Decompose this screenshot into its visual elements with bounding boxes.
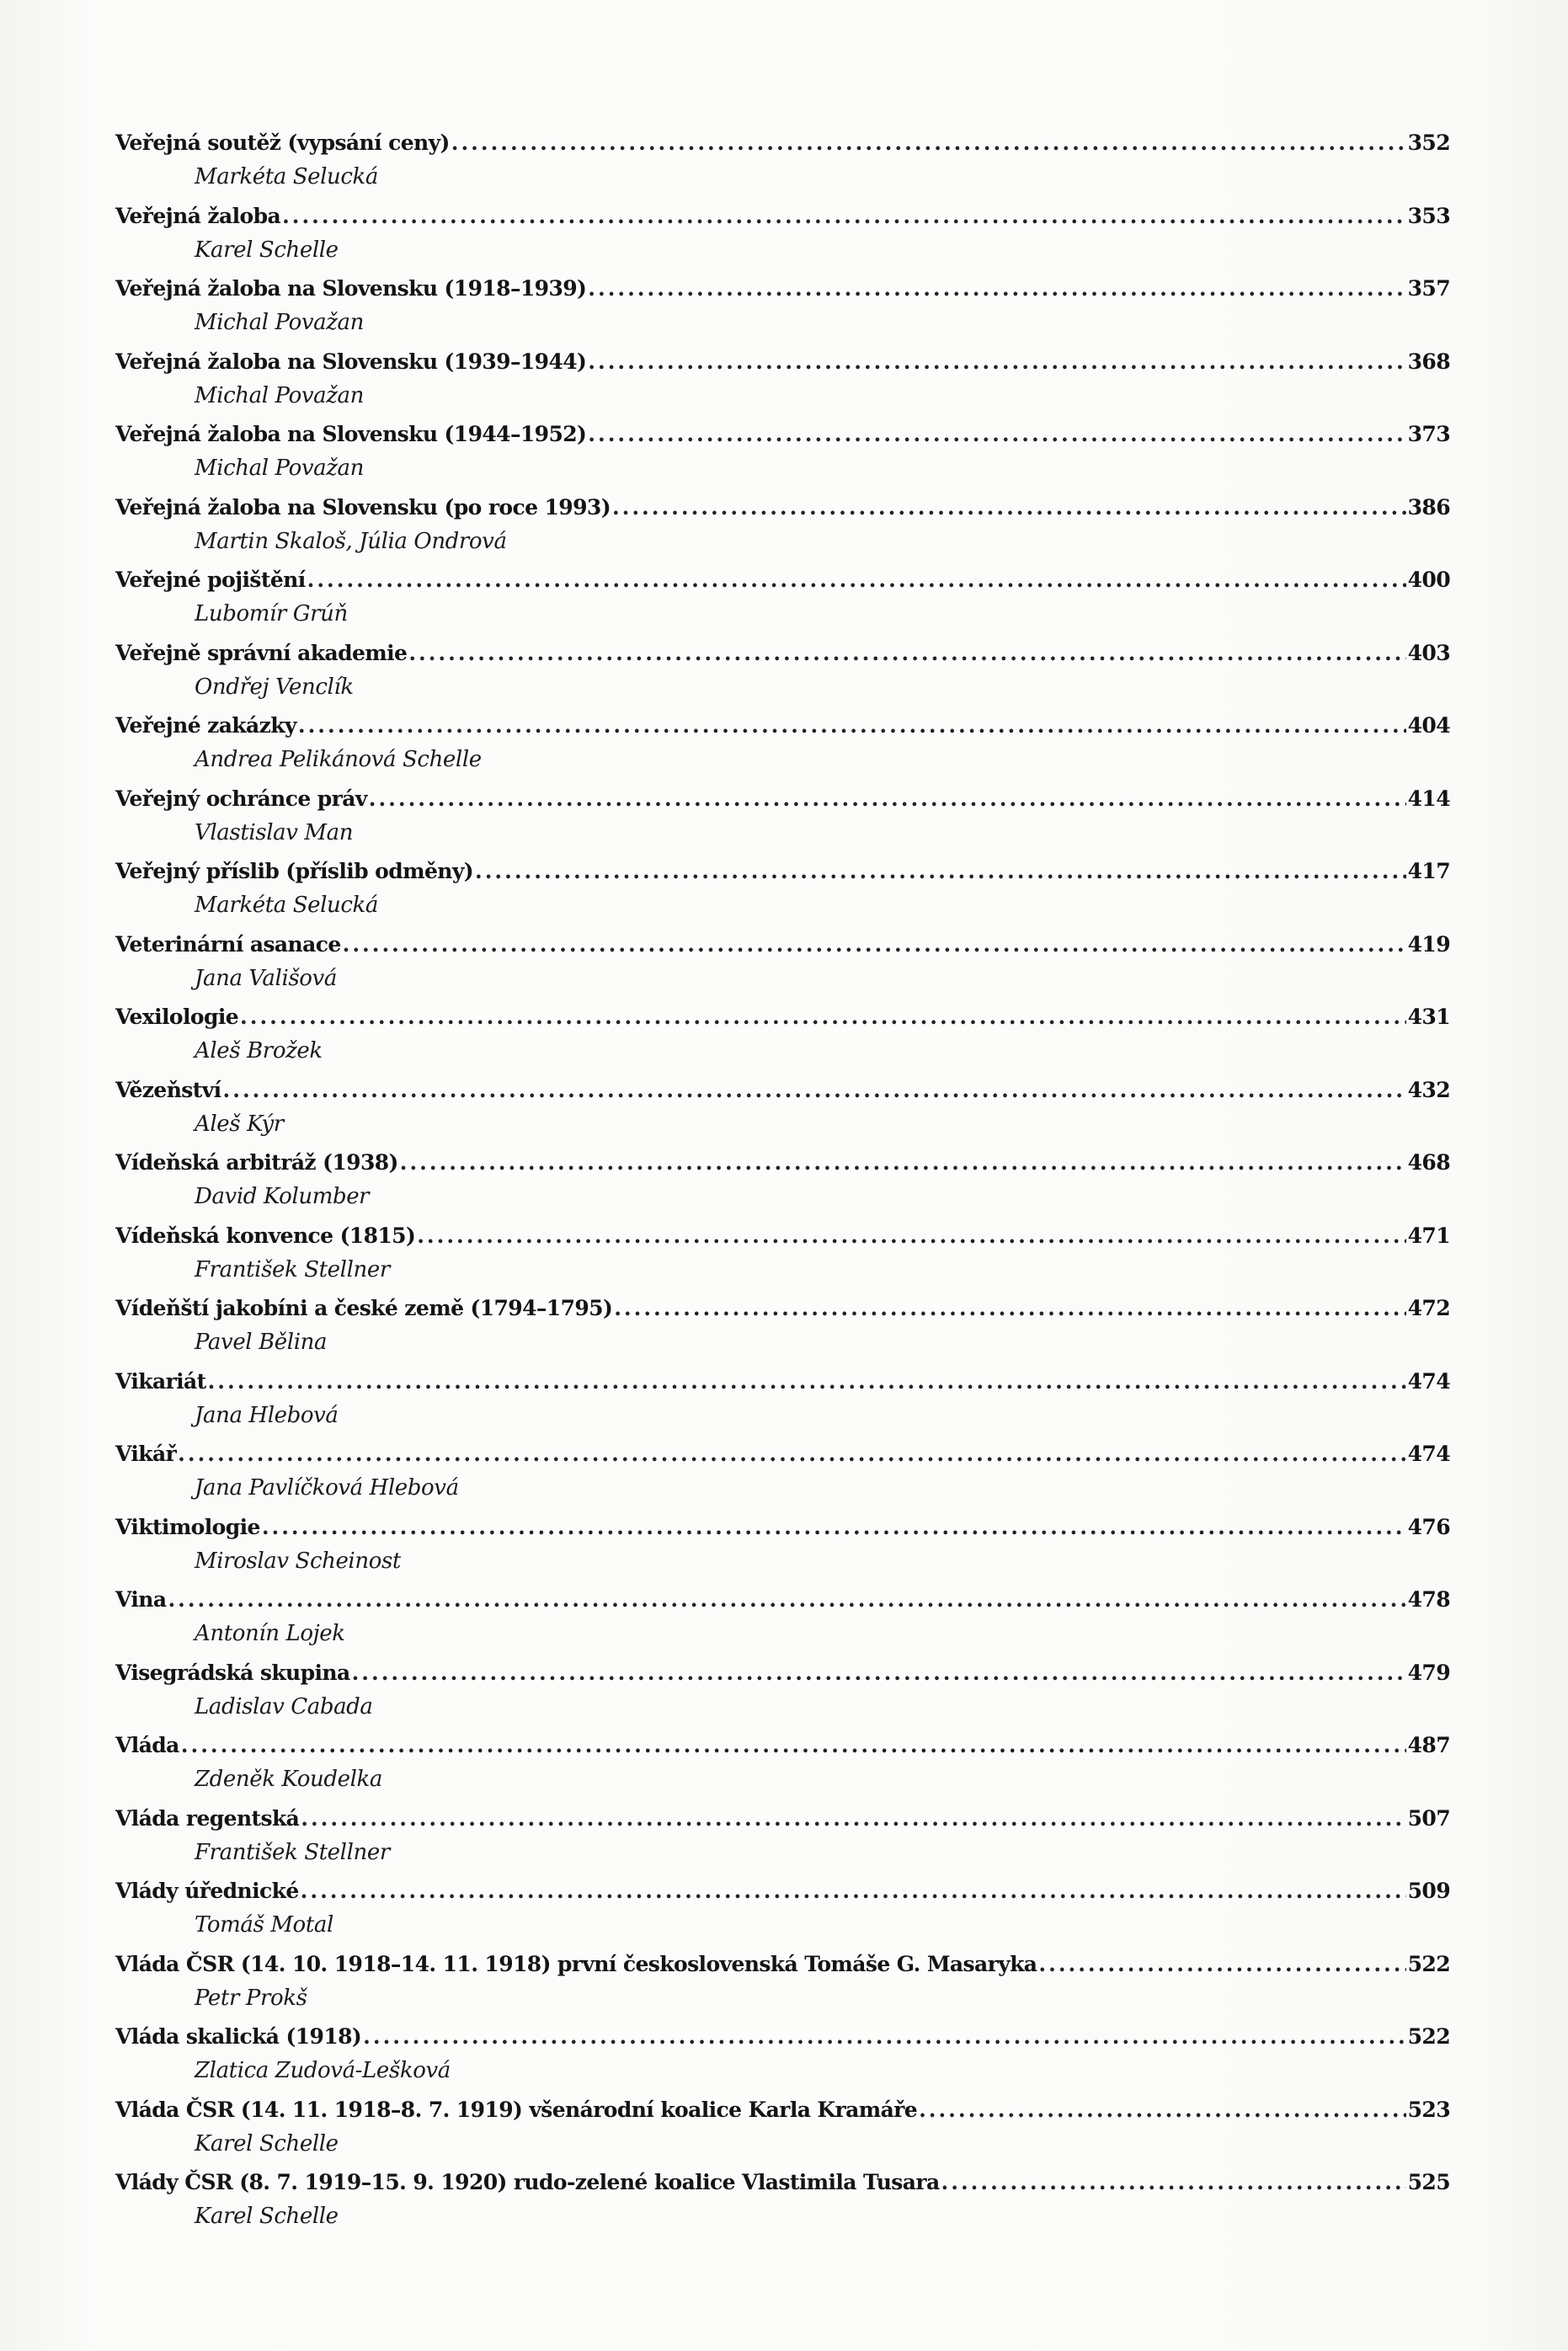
dot-leader <box>181 1727 1406 1763</box>
page-number: 373 <box>1407 422 1450 446</box>
page-number: 474 <box>1407 1442 1450 1466</box>
entry-title: Veterinární asanace <box>115 931 341 957</box>
toc-entry <box>115 416 1450 489</box>
toc-entry-line <box>115 198 1450 234</box>
entry-title: Veřejná žaloba na Slovensku (1939–1944) <box>115 349 587 374</box>
table-of-contents <box>115 125 1450 2237</box>
toc-entry <box>115 1946 1450 2019</box>
dot-leader <box>301 1873 1406 1909</box>
entry-title: Veřejné zakázky <box>115 713 296 738</box>
entry-author: František Stellner <box>195 1839 390 1865</box>
dot-leader <box>223 1072 1406 1108</box>
dot-leader <box>352 1655 1406 1691</box>
toc-entry-line <box>115 1436 1450 1472</box>
dot-leader <box>588 270 1405 307</box>
dot-leader <box>919 2092 1406 2128</box>
dot-leader <box>408 635 1405 671</box>
toc-entry-line <box>115 635 1450 671</box>
toc-entry-line <box>115 1655 1450 1691</box>
toc-entry-line <box>115 2092 1450 2128</box>
entry-title: Veřejná žaloba <box>115 203 281 228</box>
entry-author: David Kolumber <box>195 1184 370 1209</box>
entry-title: Vězeňství <box>115 1077 221 1102</box>
entry-author: Ondřej Venclík <box>195 674 354 700</box>
entry-title: Veřejná soutěž (vypsání ceny) <box>115 131 450 155</box>
dot-leader <box>369 781 1406 817</box>
page-number: 472 <box>1407 1296 1450 1320</box>
dot-leader <box>941 2164 1406 2200</box>
toc-entry <box>115 853 1450 926</box>
page-number: 357 <box>1407 276 1450 301</box>
entry-author: Antonín Lojek <box>195 1621 345 1646</box>
toc-entry-line <box>115 1072 1450 1108</box>
page-number: 400 <box>1407 568 1450 592</box>
entry-title: Veřejná žaloba na Slovensku (1944–1952) <box>115 422 587 446</box>
page-number: 522 <box>1407 1951 1450 1976</box>
page-number: 523 <box>1407 2097 1450 2122</box>
toc-entry-line <box>115 1873 1450 1909</box>
toc-entry <box>115 1144 1450 1218</box>
entry-author: Miroslav Scheinost <box>195 1548 401 1574</box>
toc-entry-line <box>115 344 1450 380</box>
entry-title: Vikář <box>115 1442 177 1466</box>
dot-leader <box>1038 1946 1405 1982</box>
entry-author: Aleš Kýr <box>195 1111 284 1137</box>
toc-entry-line <box>115 125 1450 161</box>
entry-title: Veřejně správní akademie <box>115 640 408 665</box>
entry-title: Veřejná žaloba na Slovensku (po roce 1993) <box>115 494 611 520</box>
toc-entry <box>115 1363 1450 1437</box>
page-number: 509 <box>1407 1879 1450 1903</box>
toc-entry <box>115 2018 1450 2092</box>
dot-leader <box>178 1436 1405 1472</box>
toc-entry <box>115 2092 1450 2165</box>
entry-author: Andrea Pelikánová Schelle <box>195 747 482 772</box>
entry-title: Veřejná žaloba na Slovensku (1918–1939) <box>115 276 587 301</box>
toc-entry-line <box>115 562 1450 598</box>
page-number: 479 <box>1407 1660 1450 1685</box>
page-number: 478 <box>1407 1587 1450 1612</box>
toc-entry-line <box>115 1946 1450 1982</box>
dot-leader <box>240 999 1406 1035</box>
entry-author: Jana Hlebová <box>195 1402 339 1428</box>
entry-author: Markéta Selucká <box>195 164 378 189</box>
entry-title: Viktimologie <box>115 1514 260 1539</box>
entry-author: Aleš Brožek <box>195 1038 323 1064</box>
entry-author: Zlatica Zudová-Lešková <box>195 2058 451 2083</box>
entry-title: Visegrádská skupina <box>115 1660 350 1685</box>
toc-entry-line <box>115 489 1450 525</box>
entry-author: Michal Považan <box>195 382 364 408</box>
dot-leader <box>298 707 1406 744</box>
entry-author: Tomáš Motal <box>195 1912 333 1938</box>
toc-entry-line <box>115 1363 1450 1399</box>
toc-entry-line <box>115 1290 1450 1326</box>
entry-author: Markéta Selucká <box>195 893 378 918</box>
page-number: 431 <box>1407 1005 1450 1029</box>
page-number: 487 <box>1407 1733 1450 1757</box>
dot-leader <box>614 1290 1405 1326</box>
dot-leader <box>282 198 1406 234</box>
entry-author: Michal Považan <box>195 456 364 481</box>
toc-entry <box>115 1655 1450 1728</box>
page-number: 414 <box>1407 786 1450 811</box>
dot-leader <box>208 1363 1406 1399</box>
dot-leader <box>363 2018 1405 2055</box>
page-number: 352 <box>1407 131 1450 155</box>
toc-entry <box>115 926 1450 1000</box>
page-number: 525 <box>1407 2170 1450 2194</box>
entry-author: Vlastislav Man <box>195 819 354 845</box>
dot-leader <box>475 853 1406 889</box>
dot-leader <box>400 1144 1406 1181</box>
entry-title: Vlády úřednické <box>115 1879 299 1903</box>
toc-entry-line <box>115 707 1450 744</box>
toc-entry <box>115 635 1450 708</box>
dot-leader <box>417 1218 1405 1254</box>
entry-title: Vláda <box>115 1733 179 1757</box>
toc-entry <box>115 1727 1450 1800</box>
toc-entry <box>115 1800 1450 1874</box>
toc-entry <box>115 270 1450 344</box>
page-number: 419 <box>1407 931 1450 957</box>
toc-entry-line <box>115 999 1450 1035</box>
toc-entry <box>115 1218 1450 1291</box>
toc-entry-line <box>115 1218 1450 1254</box>
toc-entry-line <box>115 853 1450 889</box>
toc-entry <box>115 125 1450 198</box>
toc-entry-line <box>115 1144 1450 1181</box>
entry-author: Karel Schelle <box>195 237 339 263</box>
page-number: 404 <box>1407 713 1450 738</box>
page-number: 417 <box>1407 859 1450 883</box>
entry-title: Veřejné pojištění <box>115 568 306 592</box>
entry-author: Michal Považan <box>195 310 364 335</box>
toc-entry-line <box>115 926 1450 962</box>
entry-title: Vláda ČSR (14. 10. 1918–14. 11. 1918) první československá Tomáše G. Masaryka <box>115 1951 1037 1976</box>
toc-entry <box>115 1509 1450 1582</box>
toc-entry-line <box>115 1581 1450 1618</box>
entry-title: Vídeňská konvence (1815) <box>115 1223 416 1248</box>
dot-leader <box>307 562 1406 598</box>
toc-entry <box>115 1290 1450 1363</box>
toc-entry <box>115 1873 1450 1946</box>
entry-author: Petr Prokš <box>195 1985 307 2011</box>
toc-entry-line <box>115 1727 1450 1763</box>
toc-entry <box>115 1436 1450 1509</box>
entry-title: Veřejný ochránce práv <box>115 786 367 811</box>
entry-author: Lubomír Grúň <box>195 601 348 626</box>
entry-title: Vikariát <box>115 1368 206 1394</box>
dot-leader <box>588 344 1405 380</box>
page-number: 474 <box>1407 1368 1450 1394</box>
toc-entry <box>115 2164 1450 2237</box>
toc-entry <box>115 344 1450 417</box>
dot-leader <box>612 489 1406 525</box>
toc-entry <box>115 1581 1450 1655</box>
entry-author: Karel Schelle <box>195 2204 339 2229</box>
entry-title: Vina <box>115 1587 167 1612</box>
dot-leader <box>343 926 1406 962</box>
entry-author: Jana Pavlíčková Hlebová <box>195 1475 459 1501</box>
toc-entry-line <box>115 781 1450 817</box>
dot-leader <box>588 416 1405 452</box>
toc-entry <box>115 999 1450 1072</box>
entry-title: Vídeňská arbitráž (1938) <box>115 1150 398 1175</box>
page-number: 522 <box>1407 2024 1450 2049</box>
entry-author: Martin Skaloš, Júlia Ondrová <box>195 528 507 554</box>
page-number: 368 <box>1407 349 1450 374</box>
page-number: 476 <box>1407 1514 1450 1539</box>
entry-author: František Stellner <box>195 1256 390 1282</box>
toc-entry <box>115 1072 1450 1145</box>
entry-author: Pavel Bělina <box>195 1330 328 1355</box>
entry-title: Vídeňští jakobíni a české země (1794–1795) <box>115 1296 613 1320</box>
toc-entry <box>115 489 1450 562</box>
toc-entry <box>115 781 1450 854</box>
page-number: 386 <box>1407 494 1450 520</box>
entry-title: Vláda skalická (1918) <box>115 2024 362 2049</box>
page-number: 471 <box>1407 1223 1450 1248</box>
toc-entry-line <box>115 270 1450 307</box>
entry-author: Zdeněk Koudelka <box>195 1767 382 1792</box>
entry-title: Veřejný příslib (příslib odměny) <box>115 859 474 883</box>
page-number: 403 <box>1407 640 1450 665</box>
entry-author: Ladislav Cabada <box>195 1693 373 1719</box>
entry-author: Karel Schelle <box>195 2130 339 2156</box>
toc-entry-line <box>115 2018 1450 2055</box>
page-number: 432 <box>1407 1077 1450 1102</box>
entry-title: Vláda regentská <box>115 1805 300 1831</box>
page-number: 507 <box>1407 1805 1450 1831</box>
toc-entry-line <box>115 416 1450 452</box>
toc-entry-line <box>115 1509 1450 1545</box>
dot-leader <box>301 1800 1405 1837</box>
page-number: 468 <box>1407 1150 1450 1175</box>
toc-entry <box>115 198 1450 271</box>
page-number: 353 <box>1407 203 1450 228</box>
toc-entry <box>115 707 1450 781</box>
entry-title: Vláda ČSR (14. 11. 1918–8. 7. 1919) všenárodní koalice Karla Kramáře <box>115 2097 918 2122</box>
entry-title: Vexilologie <box>115 1005 239 1029</box>
entry-title: Vlády ČSR (8. 7. 1919–15. 9. 1920) rudo-zelené koalice Vlastimila Tusara <box>115 2170 940 2194</box>
entry-author: Jana Vališová <box>195 965 337 991</box>
toc-entry-line <box>115 2164 1450 2200</box>
dot-leader <box>168 1581 1405 1618</box>
dot-leader <box>262 1509 1406 1545</box>
toc-entry-line <box>115 1800 1450 1837</box>
toc-entry <box>115 562 1450 635</box>
dot-leader <box>451 125 1406 161</box>
